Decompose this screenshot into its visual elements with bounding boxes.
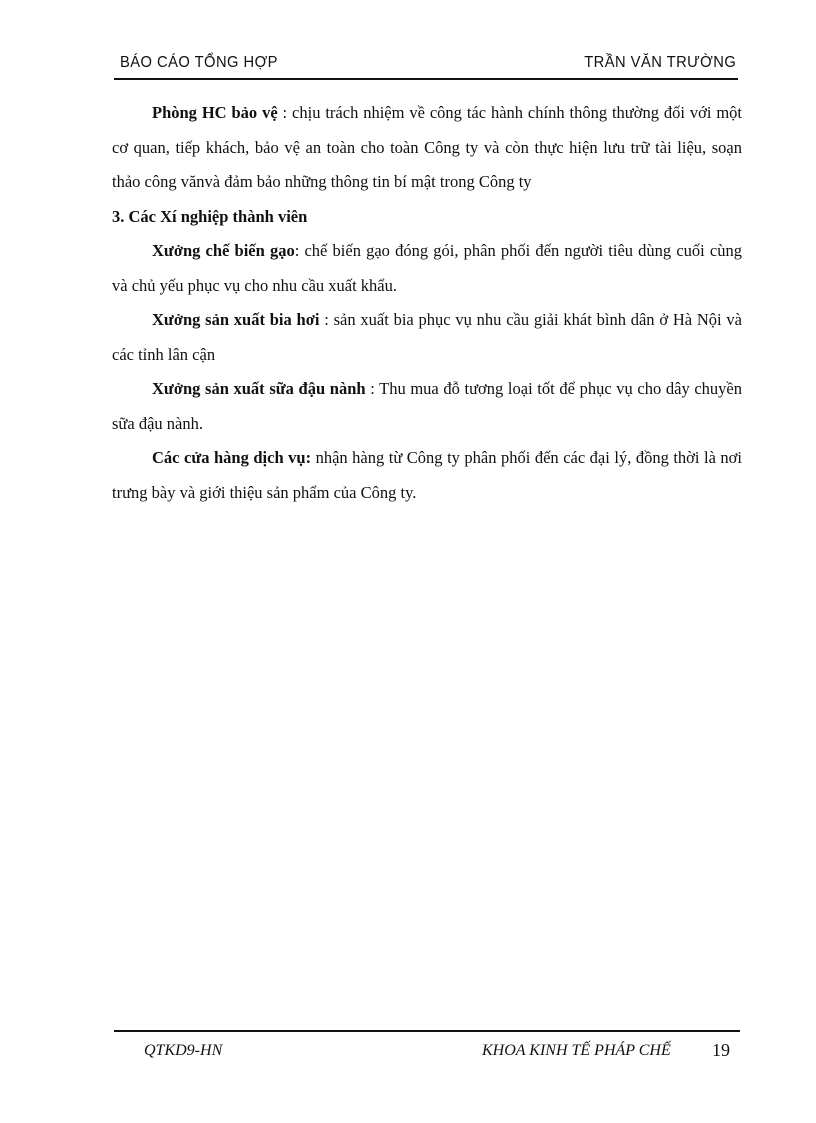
- header-author-name: TRẦN VĂN TRƯỜNG: [583, 54, 736, 71]
- page-number: 19: [712, 1040, 730, 1060]
- page-header: [114, 52, 738, 80]
- paragraph-rice-workshop: [112, 234, 742, 303]
- footer-class-code: QTKD9-HN: [144, 1042, 223, 1059]
- paragraph-text: : Thu mua đỗ tương loại tốt để phục vụ cho dây chuyền sữa đậu nành.: [112, 379, 742, 433]
- paragraph-text: nhận hàng từ Công ty phân phối đến các đại lý, đồng thời là nơi trưng bày và giới thiệu sản phẩm của Công ty.: [112, 448, 742, 502]
- paragraph-lead: Xưởng sản xuất bia hơi: [152, 310, 320, 329]
- paragraph-soymilk-workshop: [112, 372, 742, 441]
- paragraph-lead: Xưởng sản xuất sữa đậu nành: [152, 379, 366, 398]
- paragraph-text: : chịu trách nhiệm về công tác hành chính thông thường đối với một cơ quan, tiếp khách, bảo vệ an toàn cho toàn Công ty và còn thực hiện lưu trữ tài liệu, soạn thảo công vănvà đảm bảo những thông tin bí mật trong Công ty: [112, 103, 742, 191]
- paragraph-service-stores: [112, 441, 742, 510]
- paragraph-lead: Các cửa hàng dịch vụ:: [152, 448, 312, 467]
- footer-faculty: KHOA KINH TẾ PHÁP CHẾ: [482, 1042, 671, 1059]
- paragraph-lead: Phòng HC bảo vệ: [152, 103, 278, 122]
- header-report-title: BÁO CÁO TỔNG HỢP: [120, 54, 278, 71]
- document-body: [112, 96, 742, 510]
- section-heading: 3. Các Xí nghiệp thành viên: [112, 206, 308, 226]
- paragraph-lead: Xưởng chế biến gạo: [152, 241, 295, 260]
- paragraph-text: : sản xuất bia phục vụ nhu cầu giải khát bình dân ở Hà Nội và các tỉnh lân cận: [112, 310, 742, 364]
- paragraph-text: : chế biến gạo đóng gói, phân phối đến người tiêu dùng cuối cùng và chủ yếu phục vụ cho nhu cầu xuất khẩu.: [112, 241, 742, 295]
- paragraph-beer-workshop: [112, 303, 742, 372]
- paragraph-admin-security: [112, 96, 742, 200]
- page-footer: [114, 1030, 740, 1072]
